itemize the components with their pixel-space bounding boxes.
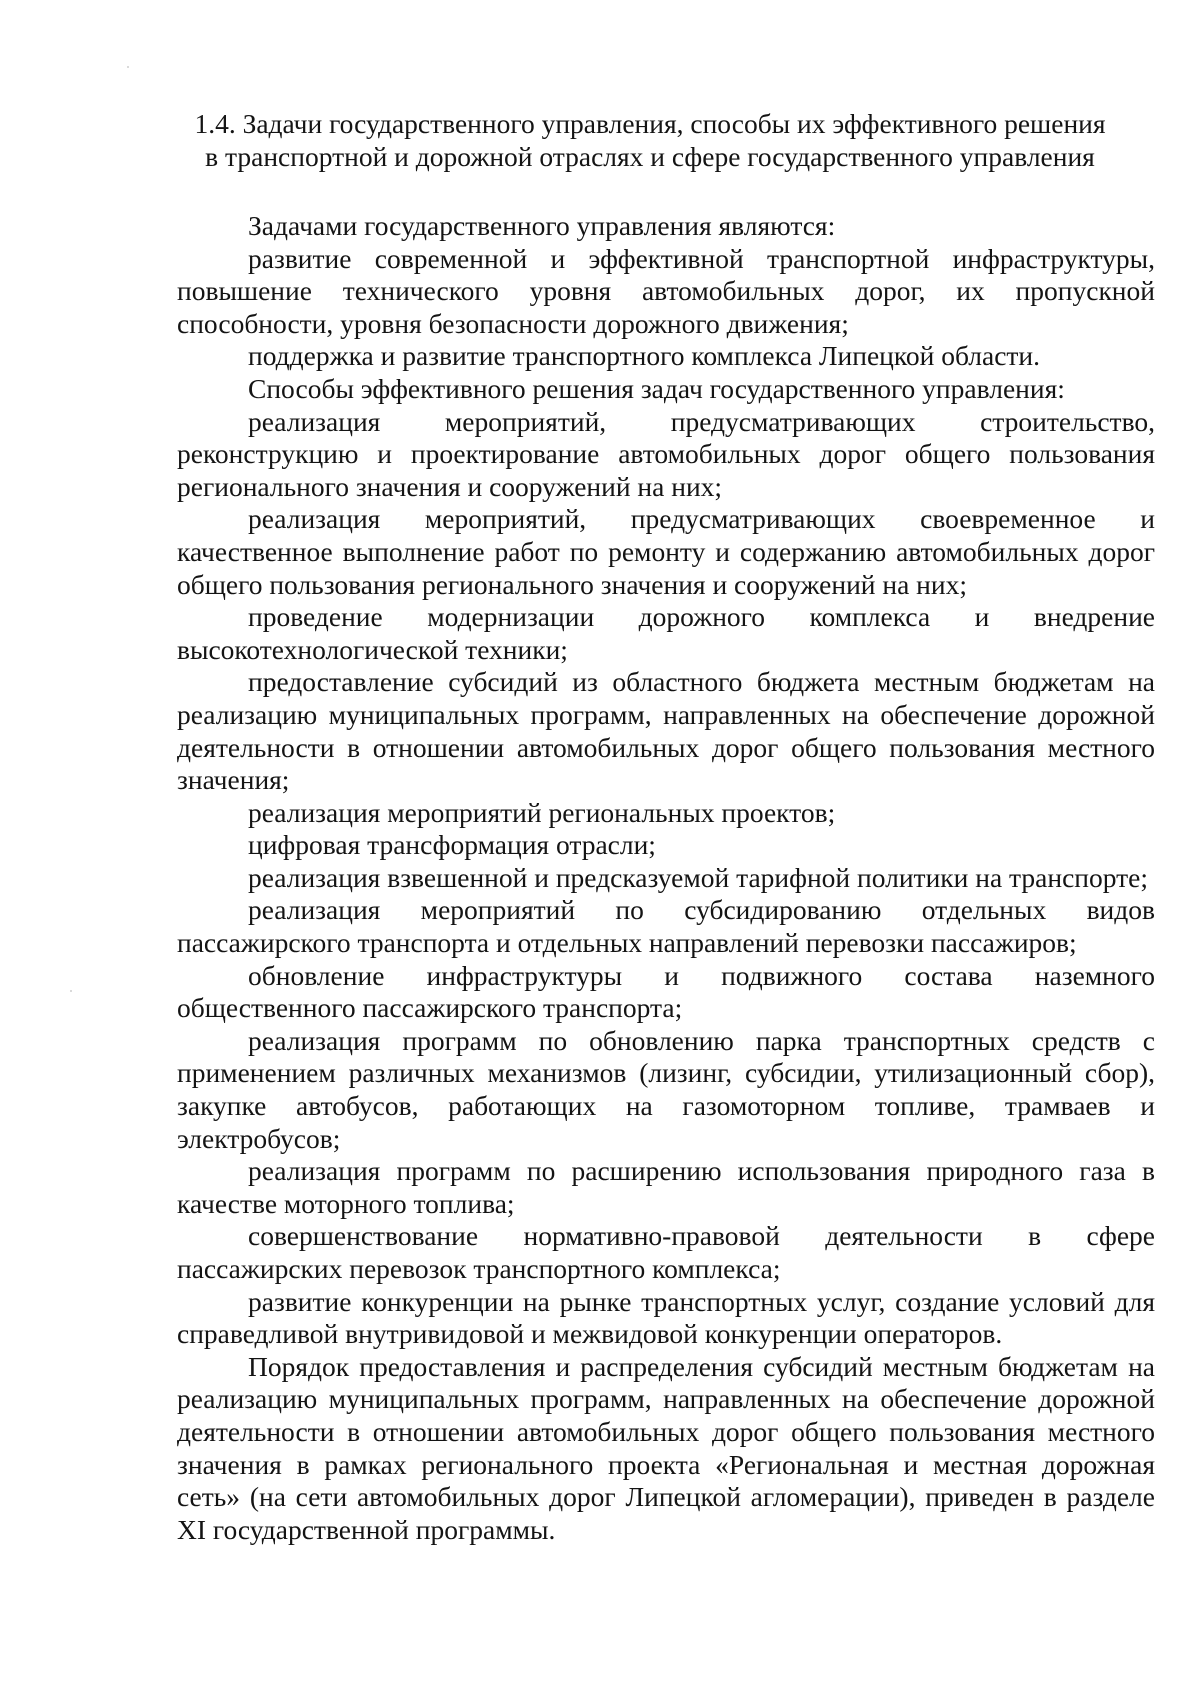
paragraph: проведение модернизации дорожного комплекса и внедрение высокотехнологической техники;: [177, 601, 1155, 665]
paragraph: реализация программ по расширению использования природного газа в качестве моторного топлива;: [177, 1155, 1155, 1219]
paragraph: совершенствование нормативно-правовой деятельности в сфере пассажирских перевозок транспортного комплекса;: [177, 1220, 1155, 1284]
paragraph: развитие конкуренции на рынке транспортных услуг, создание условий для справедливой внутривидовой и межвидовой конкуренции операторов.: [177, 1285, 1155, 1350]
paragraph: обновление инфраструктуры и подвижного состава наземного общественного пассажирского транспорта;: [177, 959, 1155, 1024]
document-body: [177, 210, 1155, 1546]
paragraph-final: Порядок предоставления и распределения субсидий местным бюджетам на реализацию муниципальных программ, направленных на обеспечение дорожной деятельности в отношении автомобильных дорог общего пользования местного значения в рамках регионального проекта «Региональная и местная дорожная сеть» (на сети автомобильных дорог Липецкой агломерации), приведен в разделе XI государственной программы.: [177, 1350, 1155, 1545]
paragraph: реализация взвешенной и предсказуемой тарифной политики на транспорте;: [248, 861, 1148, 893]
paragraph: развитие современной и эффективной транспортной инфраструктуры, повышение технического уровня автомобильных дорог, их пропускной способности, уровня безопасности дорожного движения;: [177, 242, 1155, 339]
section-heading-line: 1.4. Задачи государственного управления, способы их эффективного решения: [194, 108, 1106, 139]
scan-speck: [70, 990, 72, 992]
section-heading-line: в транспортной и дорожной отраслях и сфере государственного управления: [205, 141, 1095, 172]
paragraph: цифровая трансформация отрасли;: [248, 829, 656, 861]
section-heading: [150, 107, 1150, 173]
scan-speck: [127, 66, 129, 68]
paragraph-intro: Задачами государственного управления являются:: [248, 210, 836, 241]
paragraph: реализация мероприятий по субсидированию отдельных видов пассажирского транспорта и отдельных направлений перевозки пассажиров;: [177, 894, 1155, 959]
paragraph: предоставление субсидий из областного бюджета местным бюджетам на реализацию муниципальных программ, направленных на обеспечение дорожной деятельности в отношении автомобильных дорог общего пользования местного значения;: [177, 666, 1155, 796]
paragraph: реализация мероприятий, предусматривающих своевременное и качественное выполнение работ по ремонту и содержанию автомобильных дорог общего пользования регионального значения и сооружений на них;: [177, 503, 1155, 600]
paragraph: реализация мероприятий региональных проектов;: [248, 796, 836, 828]
paragraph: Способы эффективного решения задач государственного управления:: [248, 372, 1065, 404]
paragraph: реализация мероприятий, предусматривающих строительство, реконструкцию и проектирование автомобильных дорог общего пользования регионального значения и сооружений на них;: [177, 405, 1155, 502]
paragraph: реализация программ по обновлению парка транспортных средств с применением различных механизмов (лизинг, субсидии, утилизационный сбор), закупке автобусов, работающих на газомоторном топливе, трамваев и электробусов;: [177, 1024, 1155, 1154]
paragraph: поддержка и развитие транспортного комплекса Липецкой области.: [248, 340, 1041, 372]
